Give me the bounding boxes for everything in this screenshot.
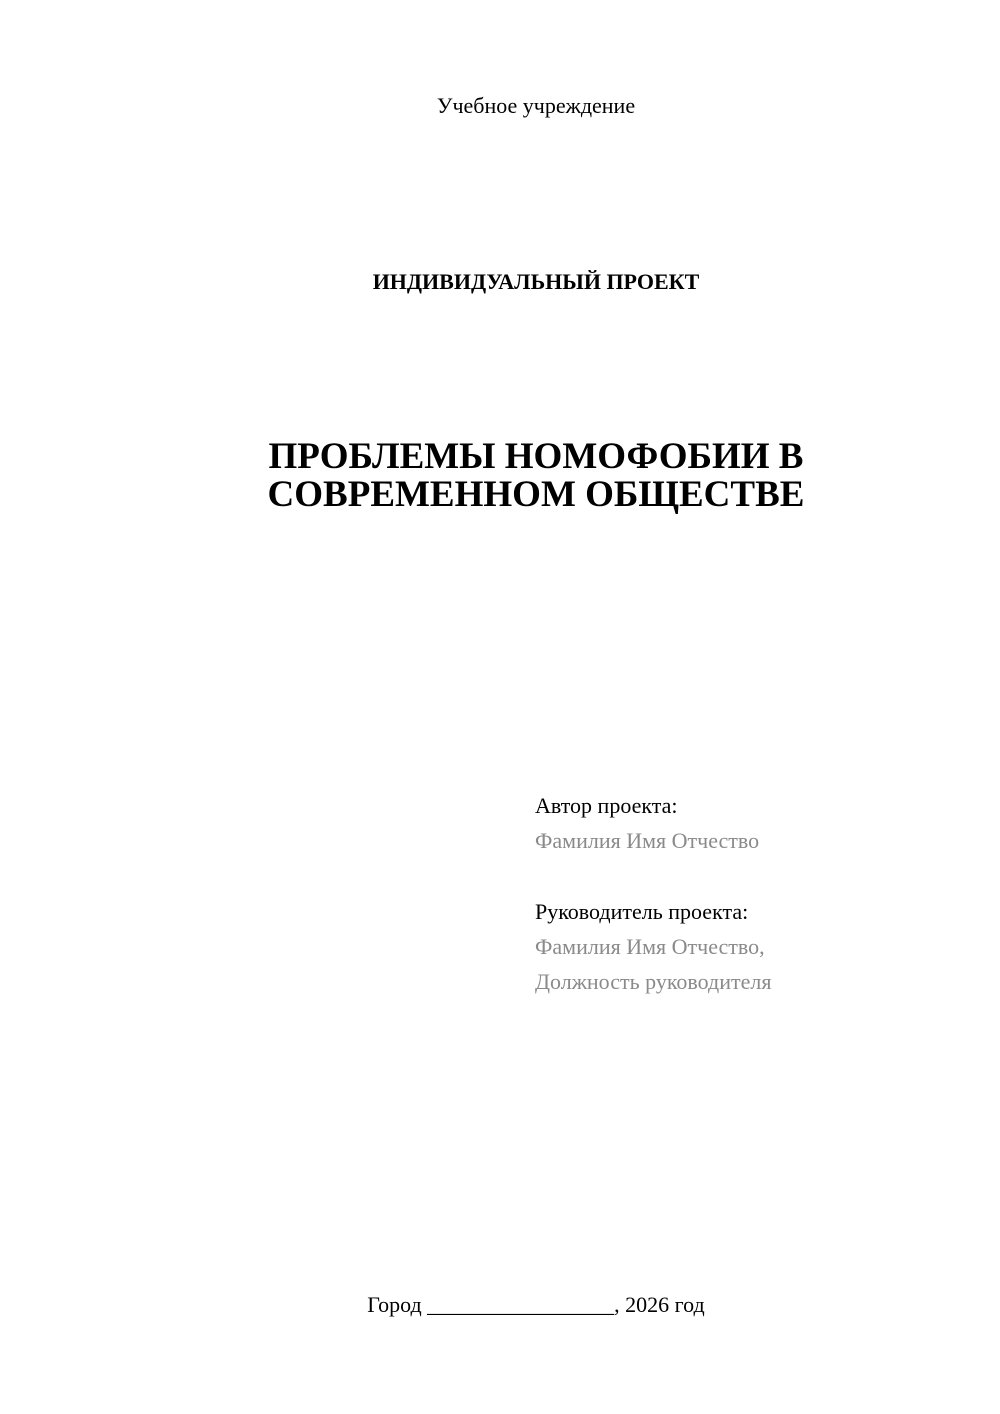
project-info-block	[535, 788, 975, 999]
spacer	[535, 858, 975, 894]
supervisor-position: Должность руководителя	[535, 969, 772, 994]
city-year-footer: Город _________________, 2026 год	[367, 1292, 705, 1317]
project-title-line-1: ПРОБЛЕМЫ НОМОФОБИИ В	[268, 436, 804, 477]
supervisor-label: Руководитель проекта:	[535, 899, 749, 924]
project-title	[0, 438, 1000, 514]
project-title-line-2: СОВРЕМЕННОМ ОБЩЕСТВЕ	[267, 474, 805, 515]
institution-name: Учебное учреждение	[436, 93, 636, 118]
project-type-heading: ИНДИВИДУАЛЬНЫЙ ПРОЕКТ	[372, 269, 700, 294]
author-label: Автор проекта:	[535, 793, 678, 818]
author-name: Фамилия Имя Отчество	[535, 828, 760, 853]
supervisor-name: Фамилия Имя Отчество,	[535, 934, 765, 959]
